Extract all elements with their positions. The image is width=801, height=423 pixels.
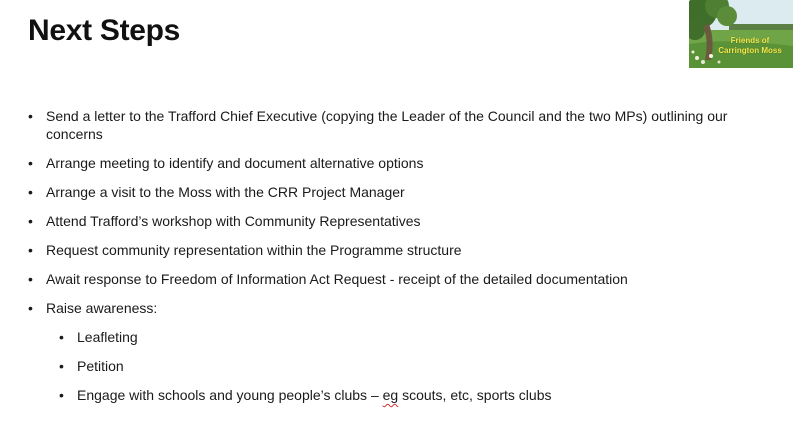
- bullet-dot: •: [28, 213, 33, 229]
- list-item: [26, 107, 766, 143]
- list-item: [26, 183, 766, 201]
- logo-text-line2: Carrington Moss: [718, 46, 782, 55]
- list-item-text: Attend Trafford’s workshop with Community Representatives: [46, 213, 421, 229]
- sub-list-item-text: Petition: [77, 358, 124, 374]
- sub-list-item-text-after: scouts, etc, sports clubs: [398, 387, 552, 403]
- list-item-text: Arrange meeting to identify and document alternative options: [46, 155, 424, 171]
- next-steps-list: [26, 107, 766, 415]
- sub-list-item-text-before: Engage with schools and young people’s clubs –: [77, 387, 383, 403]
- bullet-dot: •: [28, 242, 33, 258]
- friends-of-carrington-moss-logo: [689, 0, 793, 68]
- bullet-dot: •: [28, 108, 33, 124]
- sub-list-item: [26, 357, 766, 375]
- spellcheck-flagged-word: eg: [382, 387, 399, 403]
- bullet-dot: •: [59, 358, 64, 374]
- bullet-dot: •: [59, 387, 64, 403]
- slide-title: Next Steps: [28, 14, 181, 47]
- list-item-text: Request community representation within the Programme structure: [46, 242, 462, 258]
- list-item-text: Await response to Freedom of Information Act Request - receipt of the detailed documentation: [46, 271, 628, 287]
- list-item: [26, 299, 766, 317]
- logo-text: [711, 36, 789, 56]
- list-item: [26, 270, 766, 288]
- list-item-text: Arrange a visit to the Moss with the CRR Project Manager: [46, 184, 405, 200]
- bullet-dot: •: [28, 184, 33, 200]
- logo-text-line1: Friends of: [730, 36, 770, 45]
- sub-list-item: [26, 328, 766, 346]
- list-item: [26, 241, 766, 259]
- list-item: [26, 212, 766, 230]
- list-item-text: Raise awareness:: [46, 300, 158, 316]
- sub-list-item: [26, 386, 766, 404]
- sub-list-item-text: Leafleting: [77, 329, 138, 345]
- bullet-dot: •: [28, 155, 33, 171]
- list-item: [26, 154, 766, 172]
- bullet-dot: •: [28, 300, 33, 316]
- bullet-dot: •: [28, 271, 33, 287]
- list-item-text: Send a letter to the Trafford Chief Executive (copying the Leader of the Council and the two MPs) outlining our concerns: [46, 108, 728, 142]
- logo-landscape-image: [689, 0, 793, 68]
- bullet-dot: •: [59, 329, 64, 345]
